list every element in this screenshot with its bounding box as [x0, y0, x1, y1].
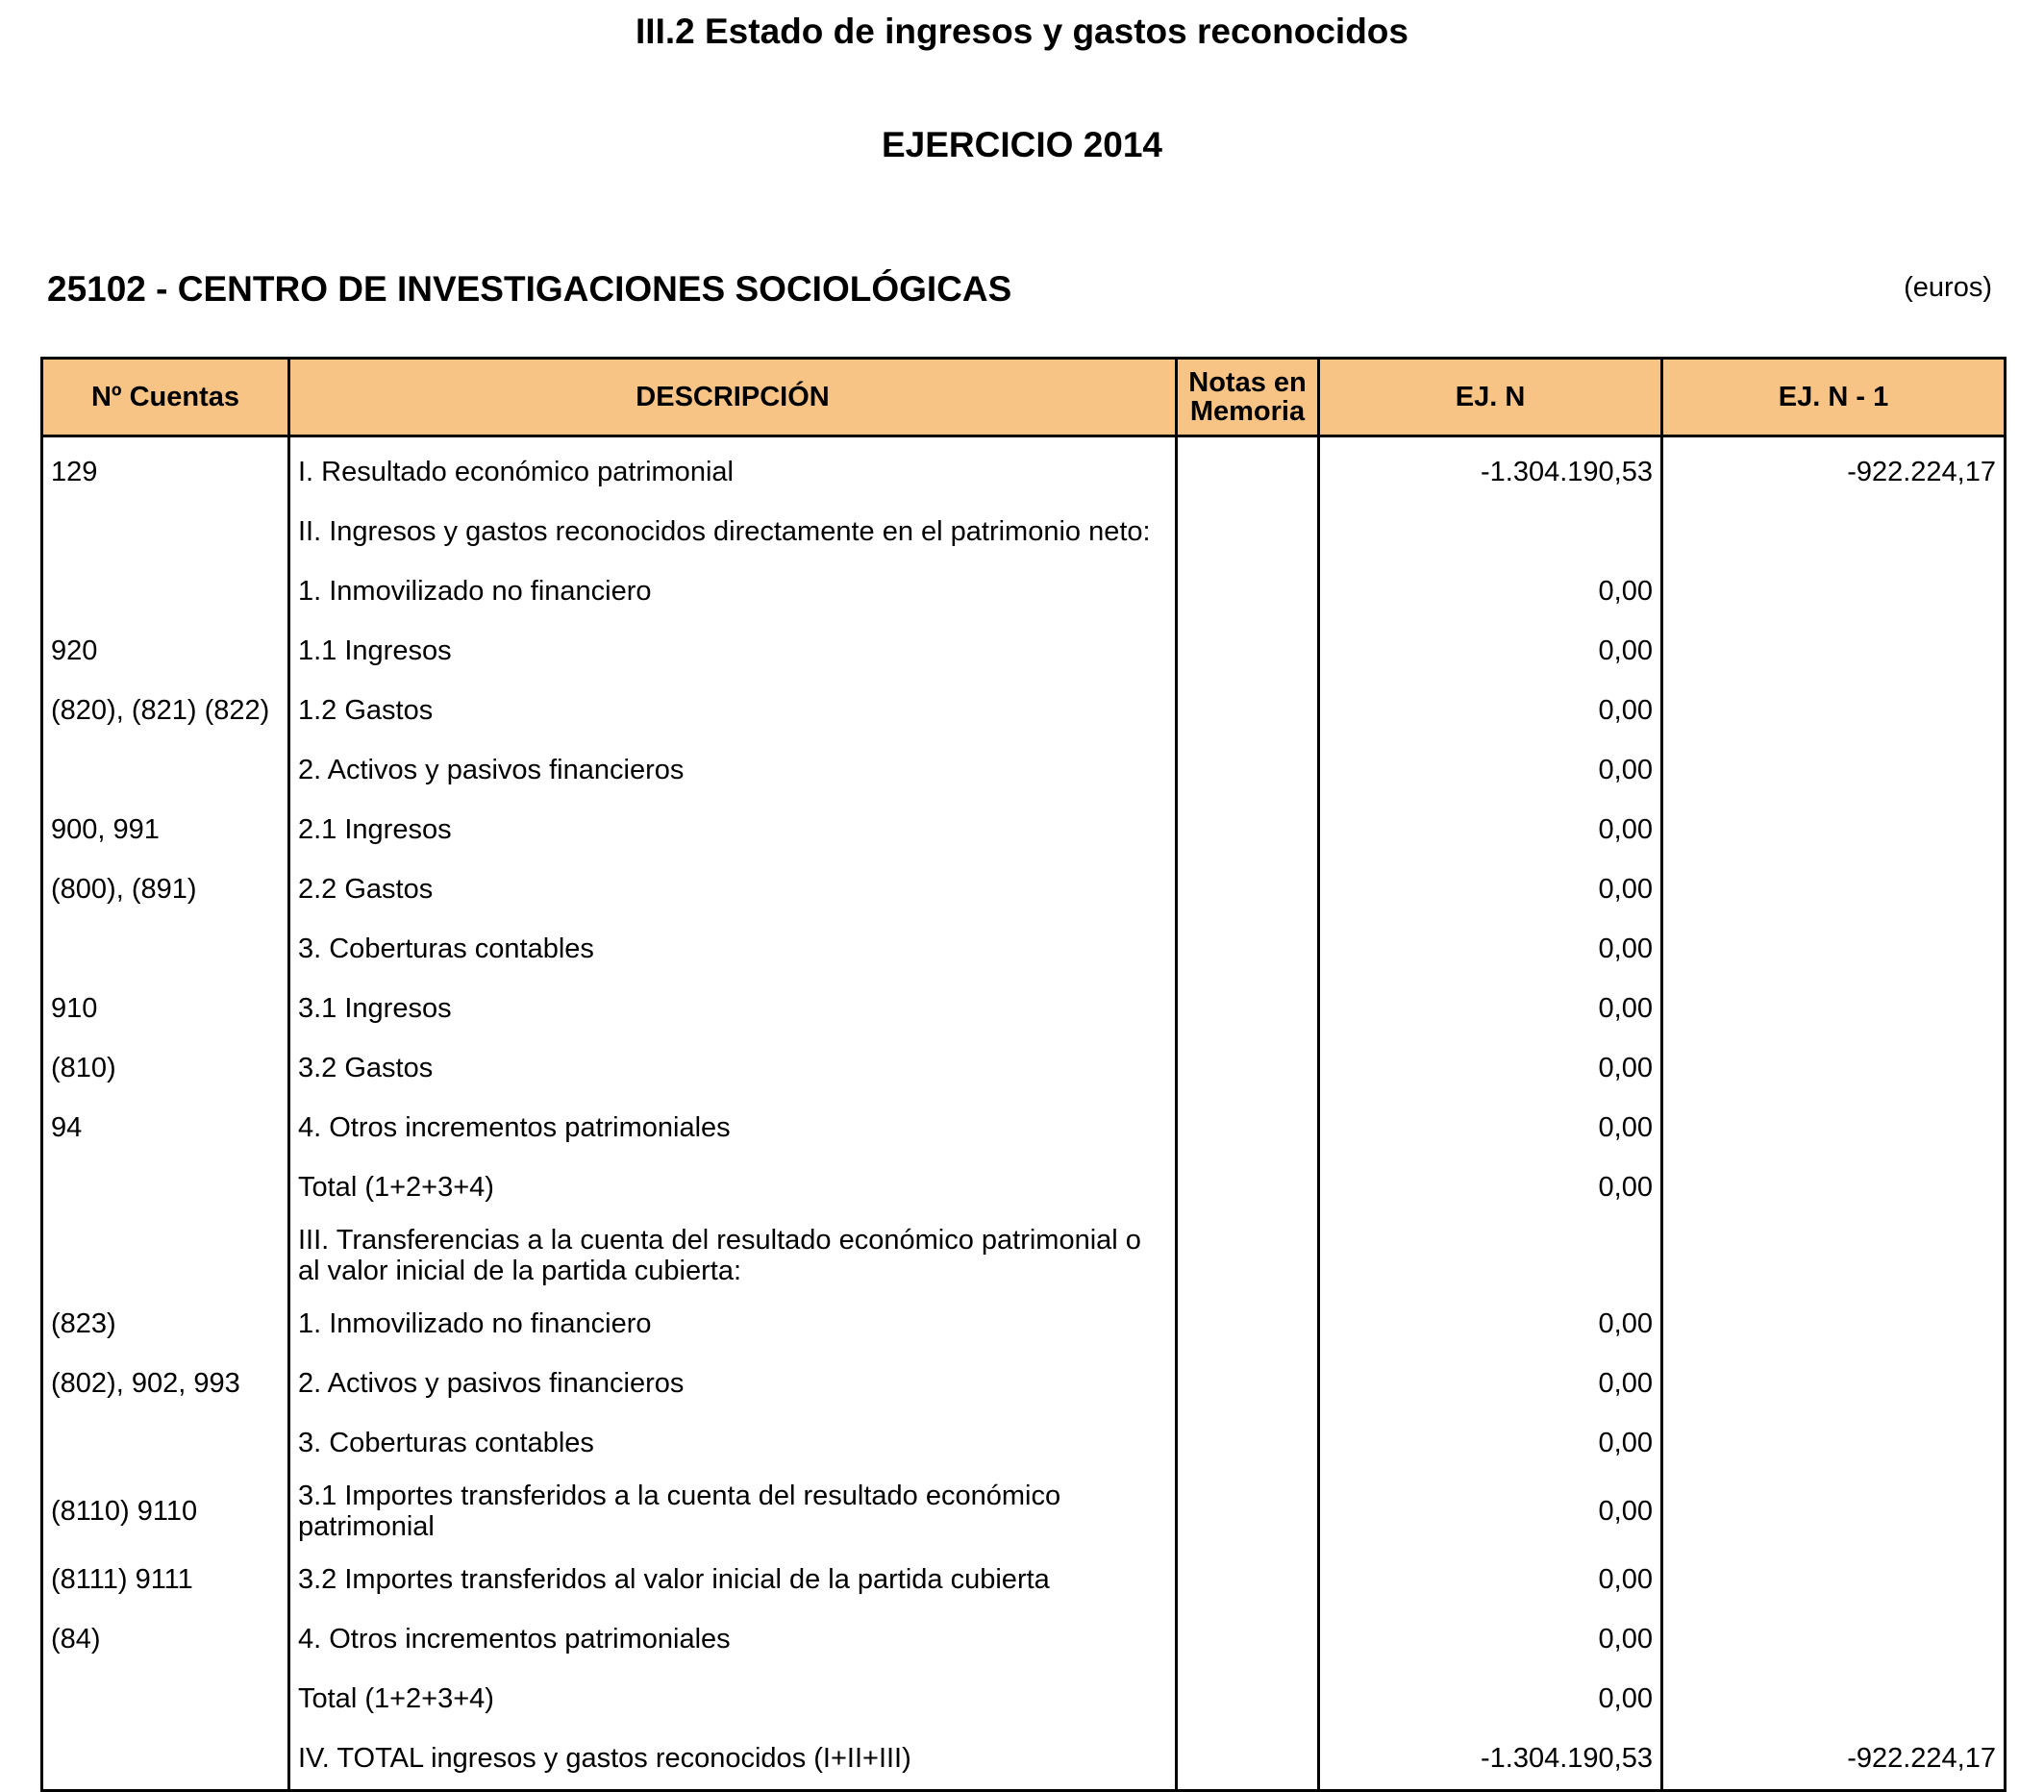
header-year-n-minus-1: EJ. N - 1	[1662, 359, 2006, 436]
description-cell: 4. Otros incrementos patrimoniales	[289, 1099, 1177, 1158]
description-cell: 1. Inmovilizado no financiero	[289, 562, 1177, 622]
year-n-cell: 0,00	[1319, 1355, 1662, 1414]
year-n-minus-1-cell	[1662, 1610, 2006, 1670]
description-cell: 1.2 Gastos	[289, 682, 1177, 741]
account-cell: (802), 902, 993	[42, 1355, 289, 1414]
year-n-cell: 0,00	[1319, 741, 1662, 801]
table-row	[42, 1414, 2006, 1474]
currency-unit: (euros)	[1904, 272, 1992, 303]
account-cell	[42, 1670, 289, 1730]
year-n-cell: 0,00	[1319, 801, 1662, 860]
account-cell	[42, 562, 289, 622]
year-n-cell: 0,00	[1319, 622, 1662, 682]
table-row	[42, 682, 2006, 741]
notes-cell	[1177, 1730, 1319, 1791]
table-row	[42, 503, 2006, 562]
table-row	[42, 860, 2006, 920]
notes-cell	[1177, 1355, 1319, 1414]
table-row	[42, 1218, 2006, 1295]
notes-cell	[1177, 1039, 1319, 1099]
account-cell: 129	[42, 436, 289, 504]
table-row	[42, 1670, 2006, 1730]
header-accounts: Nº Cuentas	[42, 359, 289, 436]
description-cell: 3.2 Gastos	[289, 1039, 1177, 1099]
header-notes-line1: Notas en	[1188, 366, 1307, 398]
year-n-minus-1-cell	[1662, 980, 2006, 1039]
table-row	[42, 562, 2006, 622]
year-n-minus-1-cell	[1662, 503, 2006, 562]
description-cell: 4. Otros incrementos patrimoniales	[289, 1610, 1177, 1670]
notes-cell	[1177, 1551, 1319, 1610]
notes-cell	[1177, 436, 1319, 504]
account-cell	[42, 503, 289, 562]
year-n-cell: 0,00	[1319, 1039, 1662, 1099]
table-row	[42, 1551, 2006, 1610]
table-row	[42, 1295, 2006, 1355]
description-cell: IV. TOTAL ingresos y gastos reconocidos (I+II+III)	[289, 1730, 1177, 1791]
account-cell: 94	[42, 1099, 289, 1158]
table-row	[42, 1610, 2006, 1670]
table-body	[42, 436, 2006, 1791]
year-n-cell: 0,00	[1319, 1414, 1662, 1474]
year-n-cell	[1319, 503, 1662, 562]
notes-cell	[1177, 1414, 1319, 1474]
notes-cell	[1177, 801, 1319, 860]
description-cell: Total (1+2+3+4)	[289, 1670, 1177, 1730]
description-cell: 3. Coberturas contables	[289, 1414, 1177, 1474]
table-row	[42, 622, 2006, 682]
year-n-cell: 0,00	[1319, 1670, 1662, 1730]
year-n-cell: 0,00	[1319, 1295, 1662, 1355]
description-cell: 1. Inmovilizado no financiero	[289, 1295, 1177, 1355]
account-cell	[42, 1218, 289, 1295]
year-n-minus-1-cell: -922.224,17	[1662, 436, 2006, 504]
year-n-minus-1-cell	[1662, 1099, 2006, 1158]
notes-cell	[1177, 503, 1319, 562]
year-n-minus-1-cell	[1662, 562, 2006, 622]
table-row	[42, 980, 2006, 1039]
account-cell	[42, 920, 289, 980]
year-n-minus-1-cell	[1662, 741, 2006, 801]
table-row	[42, 1474, 2006, 1551]
notes-cell	[1177, 682, 1319, 741]
account-cell: 900, 991	[42, 801, 289, 860]
description-cell: 2. Activos y pasivos financieros	[289, 1355, 1177, 1414]
income-expense-statement-table	[40, 357, 2007, 1792]
year-n-minus-1-cell	[1662, 1218, 2006, 1295]
year-n-cell: 0,00	[1319, 1158, 1662, 1218]
table-header-row	[42, 359, 2006, 436]
year-n-minus-1-cell: -922.224,17	[1662, 1730, 2006, 1791]
year-n-minus-1-cell	[1662, 682, 2006, 741]
year-n-cell: -1.304.190,53	[1319, 1730, 1662, 1791]
notes-cell	[1177, 1474, 1319, 1551]
table-row	[42, 920, 2006, 980]
notes-cell	[1177, 860, 1319, 920]
notes-cell	[1177, 622, 1319, 682]
account-cell: (800), (891)	[42, 860, 289, 920]
table-row	[42, 1099, 2006, 1158]
table-row	[42, 1039, 2006, 1099]
account-cell: (84)	[42, 1610, 289, 1670]
year-n-cell: 0,00	[1319, 1474, 1662, 1551]
year-n-minus-1-cell	[1662, 1039, 2006, 1099]
description-cell: 3.1 Importes transferidos a la cuenta del resultado económico patrimonial	[289, 1474, 1177, 1551]
header-notes	[1177, 359, 1319, 436]
year-n-minus-1-cell	[1662, 1670, 2006, 1730]
year-n-minus-1-cell	[1662, 1158, 2006, 1218]
year-n-cell: 0,00	[1319, 1551, 1662, 1610]
account-cell: 910	[42, 980, 289, 1039]
account-cell: (823)	[42, 1295, 289, 1355]
description-cell: 3. Coberturas contables	[289, 920, 1177, 980]
notes-cell	[1177, 1295, 1319, 1355]
notes-cell	[1177, 1670, 1319, 1730]
table-row	[42, 1730, 2006, 1791]
account-cell: (820), (821) (822)	[42, 682, 289, 741]
description-cell: Total (1+2+3+4)	[289, 1158, 1177, 1218]
year-n-minus-1-cell	[1662, 1355, 2006, 1414]
entity-name: 25102 - CENTRO DE INVESTIGACIONES SOCIOLÓGICAS	[47, 269, 1012, 309]
notes-cell	[1177, 920, 1319, 980]
year-n-cell: 0,00	[1319, 920, 1662, 980]
description-cell: 3.1 Ingresos	[289, 980, 1177, 1039]
header-notes-line2: Memoria	[1189, 396, 1306, 427]
account-cell: 920	[42, 622, 289, 682]
notes-cell	[1177, 1610, 1319, 1670]
header-description: DESCRIPCIÓN	[289, 359, 1177, 436]
year-n-cell	[1319, 1218, 1662, 1295]
account-cell	[42, 1158, 289, 1218]
description-cell: 2. Activos y pasivos financieros	[289, 741, 1177, 801]
table-row	[42, 1355, 2006, 1414]
table-row	[42, 1158, 2006, 1218]
year-n-cell: 0,00	[1319, 860, 1662, 920]
year-n-minus-1-cell	[1662, 1474, 2006, 1551]
year-n-minus-1-cell	[1662, 1551, 2006, 1610]
year-n-minus-1-cell	[1662, 1414, 2006, 1474]
description-cell: 2.2 Gastos	[289, 860, 1177, 920]
account-cell	[42, 1730, 289, 1791]
account-cell: (810)	[42, 1039, 289, 1099]
year-n-cell: -1.304.190,53	[1319, 436, 1662, 504]
year-n-cell: 0,00	[1319, 980, 1662, 1039]
description-cell: II. Ingresos y gastos reconocidos directamente en el patrimonio neto:	[289, 503, 1177, 562]
header-year-n: EJ. N	[1319, 359, 1662, 436]
notes-cell	[1177, 562, 1319, 622]
year-n-cell: 0,00	[1319, 1610, 1662, 1670]
description-cell: 2.1 Ingresos	[289, 801, 1177, 860]
notes-cell	[1177, 1218, 1319, 1295]
year-n-minus-1-cell	[1662, 1295, 2006, 1355]
account-cell	[42, 1414, 289, 1474]
year-n-cell: 0,00	[1319, 1099, 1662, 1158]
table-row	[42, 741, 2006, 801]
fiscal-year-title: EJERCICIO 2014	[881, 125, 1163, 164]
year-n-minus-1-cell	[1662, 801, 2006, 860]
account-cell: (8111) 9111	[42, 1551, 289, 1610]
description-cell: 3.2 Importes transferidos al valor inicial de la partida cubierta	[289, 1551, 1177, 1610]
account-cell: (8110) 9110	[42, 1474, 289, 1551]
description-cell: III. Transferencias a la cuenta del resultado económico patrimonial o al valor inicial de la partida cubierta:	[289, 1218, 1177, 1295]
description-cell: I. Resultado económico patrimonial	[289, 436, 1177, 504]
table-row	[42, 436, 2006, 504]
year-n-cell: 0,00	[1319, 682, 1662, 741]
year-n-minus-1-cell	[1662, 920, 2006, 980]
year-n-minus-1-cell	[1662, 860, 2006, 920]
year-n-cell: 0,00	[1319, 562, 1662, 622]
table-row	[42, 801, 2006, 860]
year-n-minus-1-cell	[1662, 622, 2006, 682]
notes-cell	[1177, 741, 1319, 801]
notes-cell	[1177, 1158, 1319, 1218]
account-cell	[42, 741, 289, 801]
description-cell: 1.1 Ingresos	[289, 622, 1177, 682]
notes-cell	[1177, 980, 1319, 1039]
document-title: III.2 Estado de ingresos y gastos reconocidos	[636, 12, 1408, 51]
notes-cell	[1177, 1099, 1319, 1158]
